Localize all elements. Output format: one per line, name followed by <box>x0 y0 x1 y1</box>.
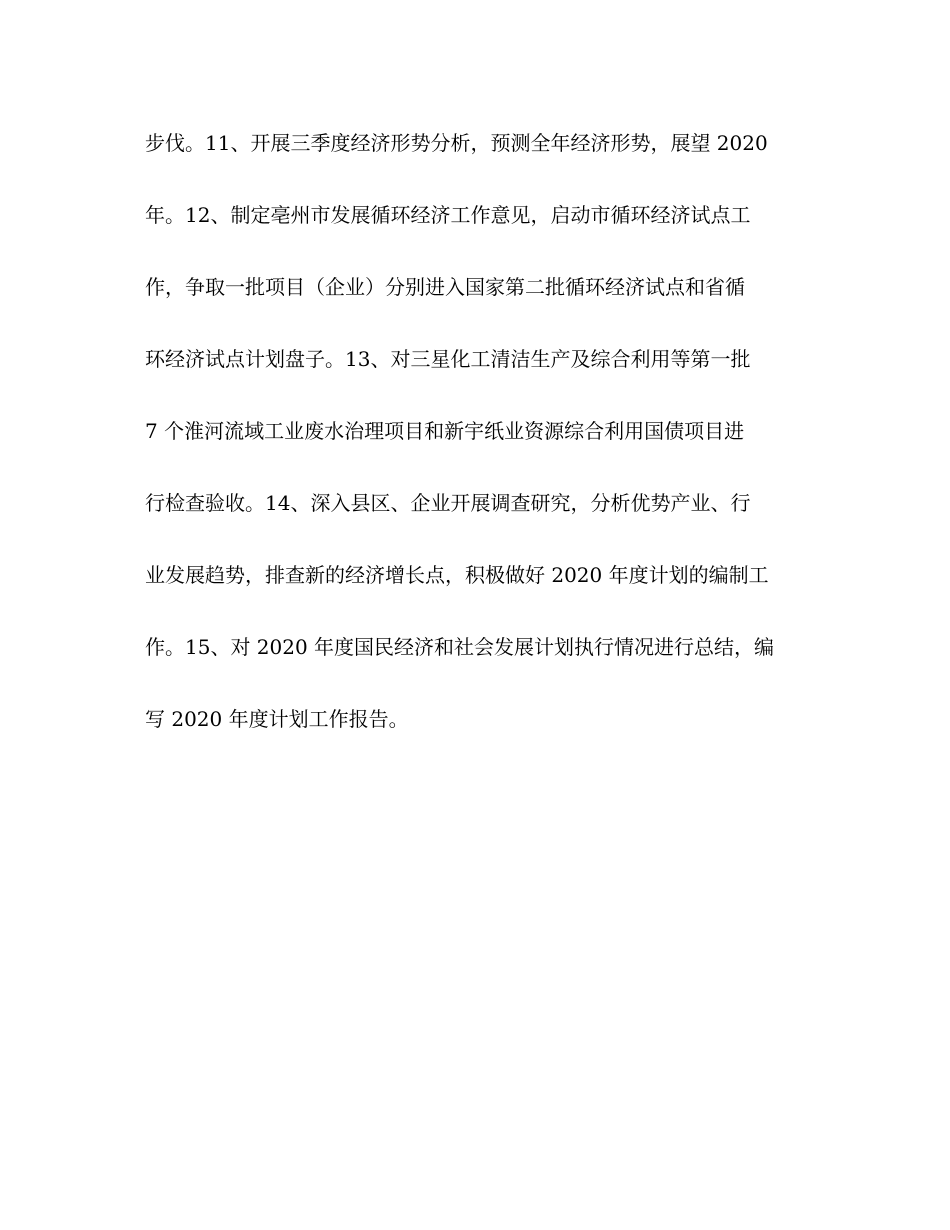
text-line-1: 步伐。11、开展三季度经济形势分析，预测全年经济形势，展望 2020 <box>145 131 768 155</box>
text-line-3: 作，争取一批项目（企业）分别进入国家第二批循环经济试点和省循 <box>145 275 745 299</box>
text-line-2: 年。12、制定亳州市发展循环经济工作意见，启动市循环经济试点工 <box>145 203 751 227</box>
text-line-4: 环经济试点计划盘子。13、对三星化工清洁生产及综合利用等第一批 <box>145 347 751 371</box>
text-line-5: 7 个淮河流域工业废水治理项目和新宇纸业资源综合利用国债项目进 <box>145 419 745 443</box>
text-line-7: 业发展趋势，排查新的经济增长点，积极做好 2020 年度计划的编制工 <box>145 563 769 587</box>
text-line-6: 行检查验收。14、深入县区、企业开展调查研究，分析优势产业、行 <box>145 491 751 515</box>
text-line-9: 写 2020 年度计划工作报告。 <box>145 707 409 731</box>
body-paragraph <box>145 123 810 771</box>
text-line-8: 作。15、对 2020 年度国民经济和社会发展计划执行情况进行总结，编 <box>145 635 775 659</box>
